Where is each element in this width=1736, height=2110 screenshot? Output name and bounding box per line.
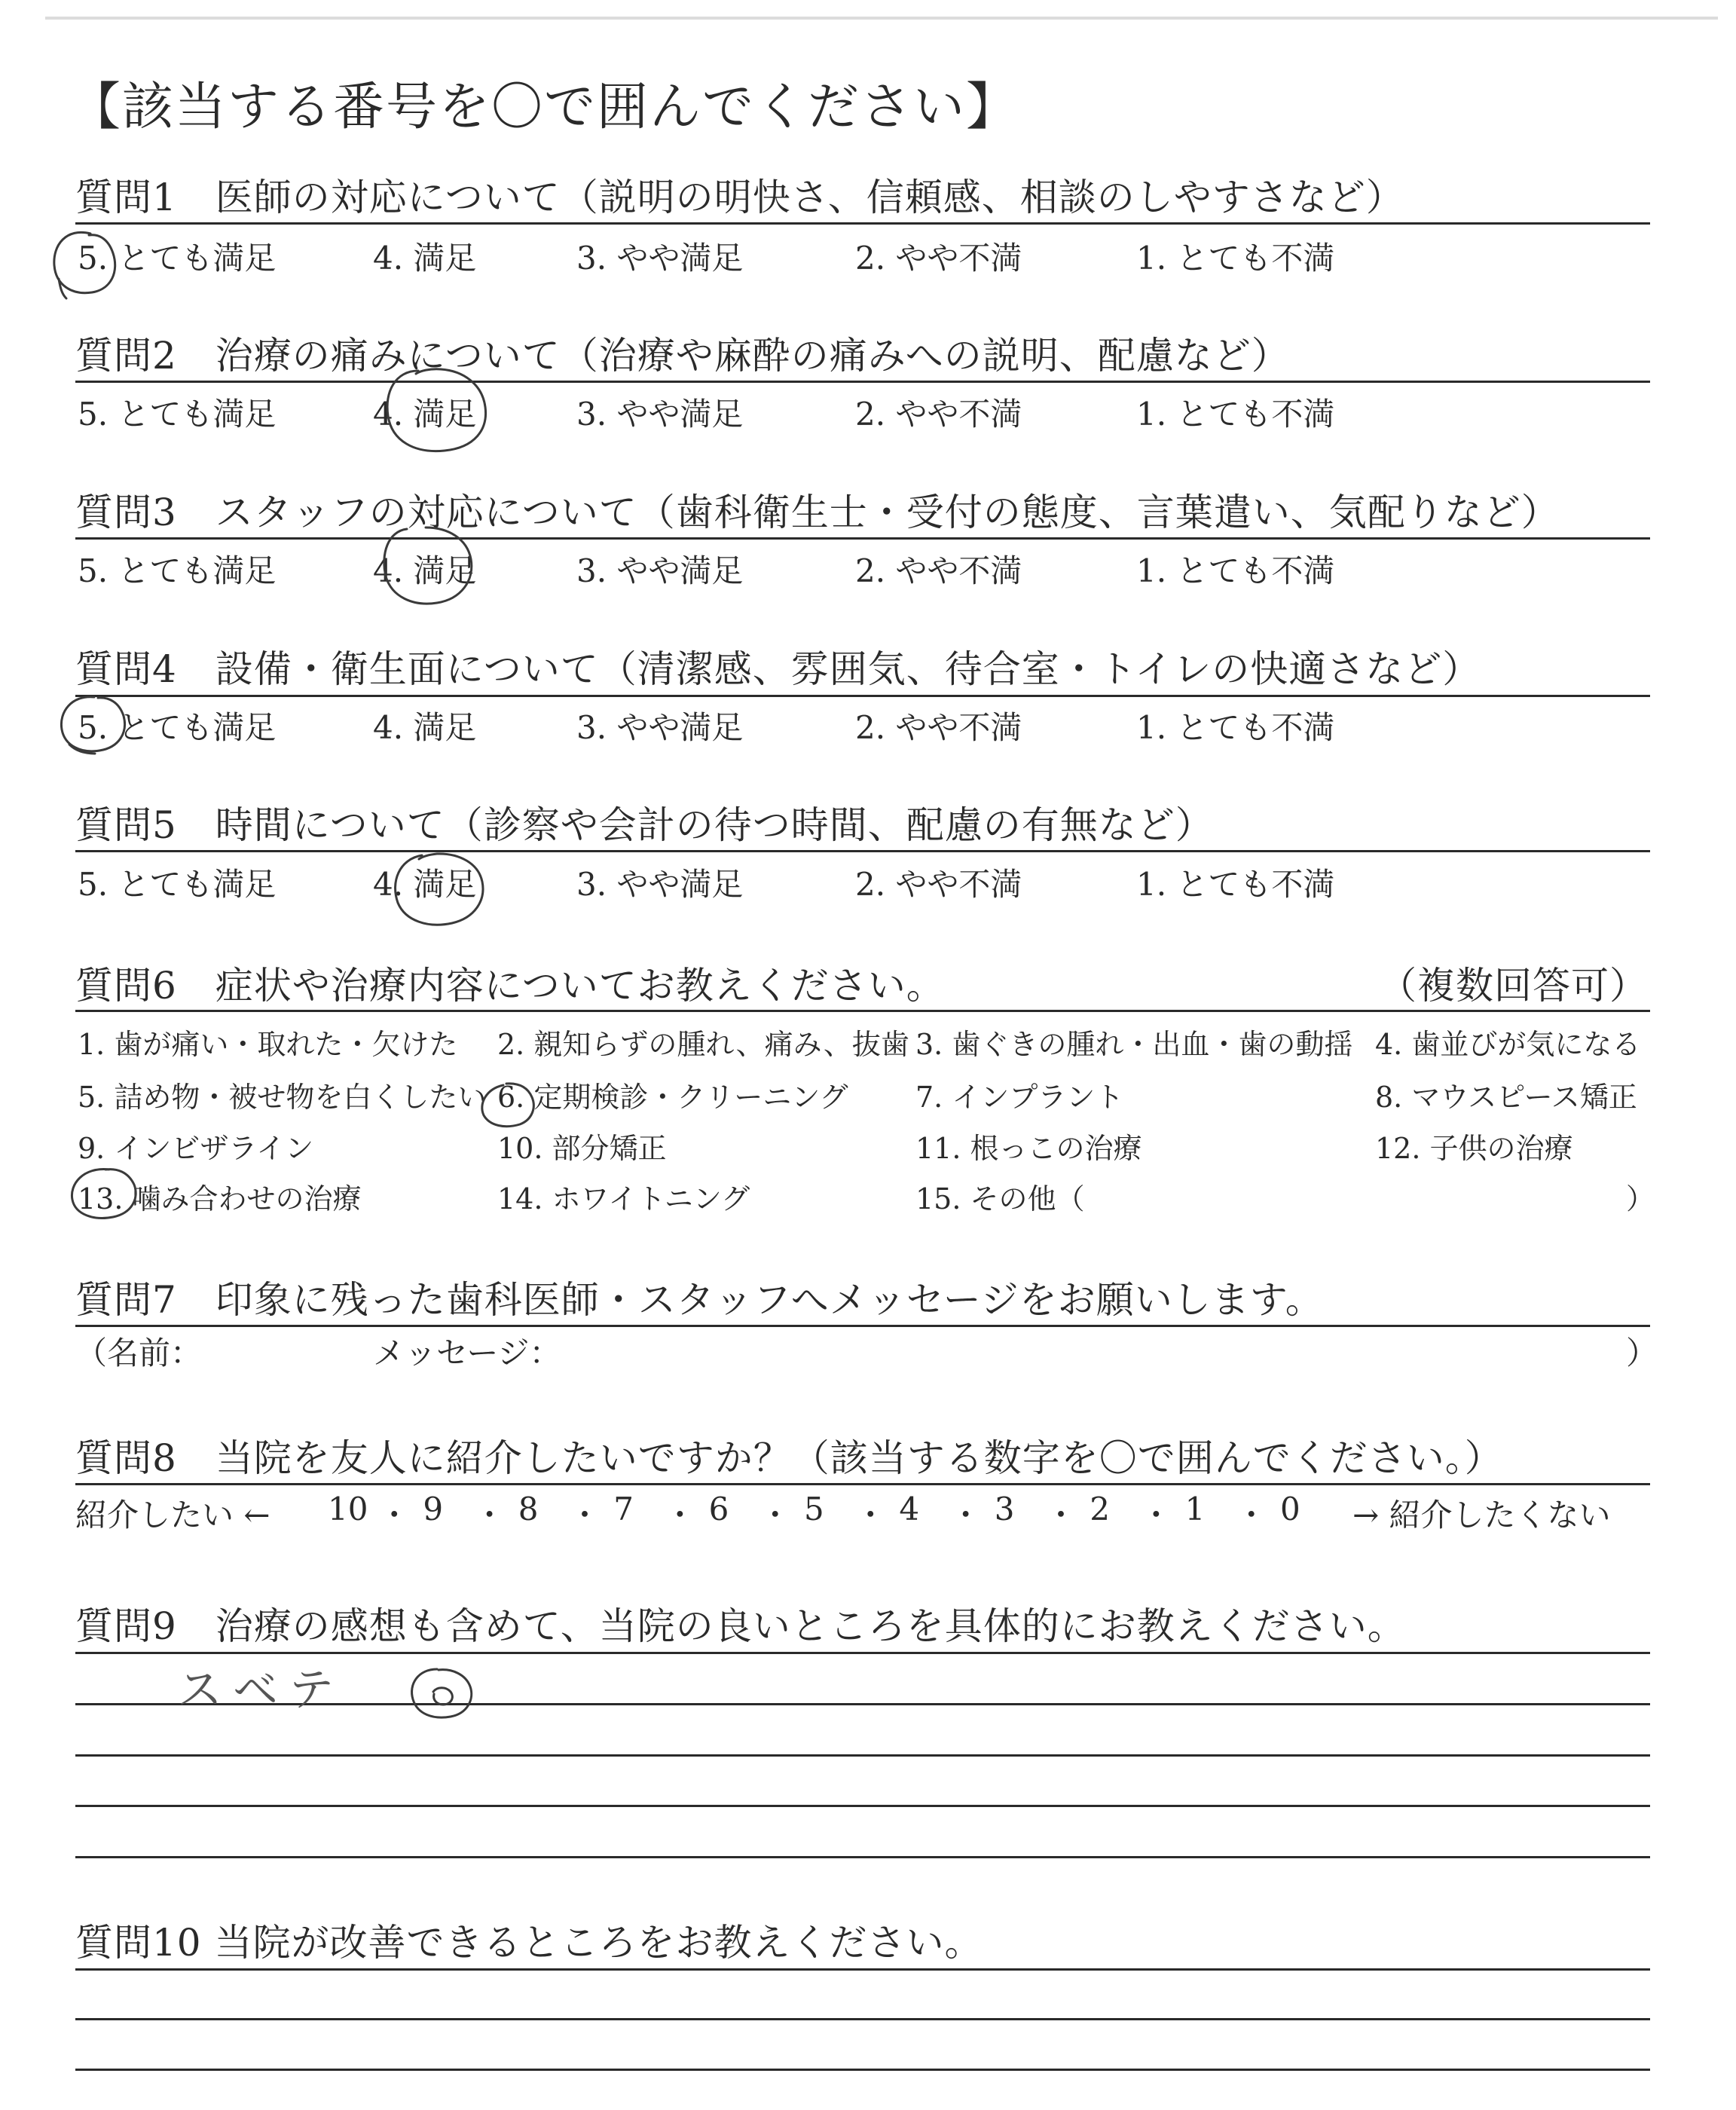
q6-multiple-note: （複数回答可）	[1379, 964, 1648, 1008]
q6-item-12[interactable]: 12. 子供の治療	[1375, 1132, 1573, 1165]
q7-message-label: メッセージ：	[373, 1335, 561, 1372]
q2-option-2[interactable]: 2. やや不満	[855, 396, 1022, 433]
q3-option-3[interactable]: 3. やや満足	[576, 552, 744, 589]
q8-scale-value[interactable]: 1	[1184, 1491, 1206, 1527]
q8-scale-value[interactable]: 0	[1280, 1491, 1300, 1527]
q3-option-1[interactable]: 1. とても不満	[1136, 552, 1335, 589]
q8-left-label: 紹介したい ←	[75, 1497, 270, 1534]
q8-scale-value[interactable]: 6	[708, 1491, 729, 1527]
q10-answer-line-1	[75, 1968, 1650, 1971]
page-top-border	[45, 17, 1718, 20]
q8-scale-separator: ・	[854, 1497, 887, 1534]
q6-item-8[interactable]: 8. マウスピース矯正	[1375, 1081, 1637, 1114]
q9-answer-line-4	[75, 1805, 1650, 1807]
q8-scale-separator: ・	[1045, 1497, 1077, 1534]
q5-option-3[interactable]: 3. やや満足	[576, 866, 744, 903]
q6-item-6[interactable]: 6. 定期検診・クリーニング	[497, 1081, 848, 1114]
q8-scale-separator: ・	[473, 1497, 506, 1534]
q8-scale-value[interactable]: 4	[899, 1491, 920, 1527]
q6-item-13[interactable]: 13. 噛み合わせの治療	[78, 1182, 362, 1216]
q5-option-2[interactable]: 2. やや不満	[855, 866, 1022, 903]
q4-option-3[interactable]: 3. やや満足	[576, 709, 744, 746]
q3-option-2[interactable]: 2. やや不満	[855, 552, 1022, 589]
q9-title: 質問9 治療の感想も含めて、当院の良いところを具体的にお教えください。	[75, 1604, 1406, 1648]
q8-scale-value[interactable]: 5	[804, 1491, 824, 1527]
q6-item-4[interactable]: 4. 歯並びが気になる	[1375, 1028, 1641, 1061]
q2-rule	[75, 381, 1650, 383]
q1-option-5[interactable]: 5. とても満足	[78, 240, 277, 277]
q6-item-2[interactable]: 2. 親知らずの腫れ、痛み、抜歯	[497, 1028, 909, 1061]
page-header: 【該当する番号を〇で囲んでください】	[69, 78, 1019, 137]
q6-item-11[interactable]: 11. 根っこの治療	[915, 1132, 1142, 1165]
q1-option-3[interactable]: 3. やや満足	[576, 240, 744, 277]
q6-item-3[interactable]: 3. 歯ぐきの腫れ・出血・歯の動揺	[915, 1028, 1353, 1061]
q8-scale-separator: ・	[949, 1497, 982, 1534]
q9-answer-line-5	[75, 1856, 1650, 1858]
q6-title: 質問6 症状や治療内容についてお教えください。	[75, 964, 945, 1008]
q6-item-10[interactable]: 10. 部分矯正	[497, 1132, 667, 1165]
q10-answer-line-2	[75, 2018, 1650, 2020]
q1-rule	[75, 222, 1650, 225]
q8-scale-value[interactable]: 8	[518, 1491, 539, 1527]
q8-scale-value[interactable]: 7	[613, 1491, 634, 1527]
q6-item-1[interactable]: 1. 歯が痛い・取れた・欠けた	[78, 1028, 458, 1061]
q4-option-2[interactable]: 2. やや不満	[855, 709, 1022, 746]
q8-scale-value[interactable]: 2	[1090, 1491, 1110, 1527]
q2-option-3[interactable]: 3. やや満足	[576, 396, 744, 433]
q8-scale-separator: ・	[378, 1497, 411, 1534]
q7-title: 質問7 印象に残った歯科医師・スタッフへメッセージをお願いします。	[75, 1278, 1324, 1322]
q2-title: 質問2 治療の痛みについて（治療や麻酔の痛みへの説明、配慮など）	[75, 334, 1290, 378]
q8-scale-separator: ・	[759, 1497, 791, 1534]
q7-rule	[75, 1325, 1650, 1327]
q9-answer-line-3	[75, 1754, 1650, 1757]
q3-option-4[interactable]: 4. 満足	[373, 552, 477, 589]
q6-item-15[interactable]: 15. その他（	[915, 1182, 1085, 1216]
q5-rule	[75, 850, 1650, 852]
q4-option-1[interactable]: 1. とても不満	[1136, 709, 1335, 746]
q6-rule	[75, 1010, 1650, 1012]
q5-option-4[interactable]: 4. 満足	[373, 866, 477, 903]
q8-right-label: → 紹介したくない	[1352, 1497, 1611, 1534]
q8-scale-separator: ・	[1235, 1497, 1267, 1534]
q5-option-1[interactable]: 1. とても不満	[1136, 866, 1335, 903]
q9-handwritten-circle-mark	[412, 1669, 472, 1717]
q3-title: 質問3 スタッフの対応について（歯科衛生士・受付の態度、言葉遣い、気配りなど）	[75, 491, 1560, 534]
q3-option-5[interactable]: 5. とても満足	[78, 552, 277, 589]
q6-item-9[interactable]: 9. インビザライン	[78, 1132, 314, 1165]
q5-option-5[interactable]: 5. とても満足	[78, 866, 277, 903]
q1-option-1[interactable]: 1. とても不満	[1136, 240, 1335, 277]
q8-rule	[75, 1483, 1650, 1485]
q9-handwritten-answer: スベテ	[177, 1664, 344, 1717]
q4-title: 質問4 設備・衛生面について（清潔感、雰囲気、待合室・トイレの快適さなど）	[75, 647, 1481, 691]
q4-option-5[interactable]: 5. とても満足	[78, 709, 277, 746]
q3-rule	[75, 537, 1650, 540]
q7-name-label: （名前：	[75, 1335, 203, 1372]
q2-option-5[interactable]: 5. とても満足	[78, 396, 277, 433]
q7-close-paren: ）	[1626, 1335, 1658, 1372]
q10-answer-line-3	[75, 2069, 1650, 2071]
q4-option-4[interactable]: 4. 満足	[373, 709, 477, 746]
q6-item-14[interactable]: 14. ホワイトニング	[497, 1182, 750, 1216]
q10-title: 質問10 当院が改善できるところをお教えください。	[75, 1921, 983, 1965]
q8-scale-separator: ・	[1140, 1497, 1172, 1534]
q6-item-15-close: ）	[1626, 1182, 1655, 1216]
q8-scale-separator: ・	[569, 1497, 601, 1534]
q8-scale-value[interactable]: 9	[423, 1491, 444, 1527]
q2-option-4[interactable]: 4. 満足	[373, 396, 477, 433]
q8-scale-value[interactable]: 10	[328, 1491, 368, 1527]
q4-rule	[75, 695, 1650, 697]
q1-option-4[interactable]: 4. 満足	[373, 240, 477, 277]
q6-item-5[interactable]: 5. 詰め物・被せ物を白くしたい	[78, 1081, 487, 1114]
q8-scale-value[interactable]: 3	[994, 1491, 1015, 1527]
q5-title: 質問5 時間について（診察や会計の待つ時間、配慮の有無など）	[75, 803, 1214, 847]
q2-option-1[interactable]: 1. とても不満	[1136, 396, 1335, 433]
q8-title: 質問8 当院を友人に紹介したいですか？（該当する数字を〇で囲んでください。）	[75, 1436, 1503, 1480]
q8-scale-separator: ・	[664, 1497, 696, 1534]
q1-title: 質問1 医師の対応について（説明の明快さ、信頼感、相談のしやすさなど）	[75, 176, 1404, 219]
q1-option-2[interactable]: 2. やや不満	[855, 240, 1022, 277]
q6-item-7[interactable]: 7. インプラント	[915, 1081, 1124, 1114]
